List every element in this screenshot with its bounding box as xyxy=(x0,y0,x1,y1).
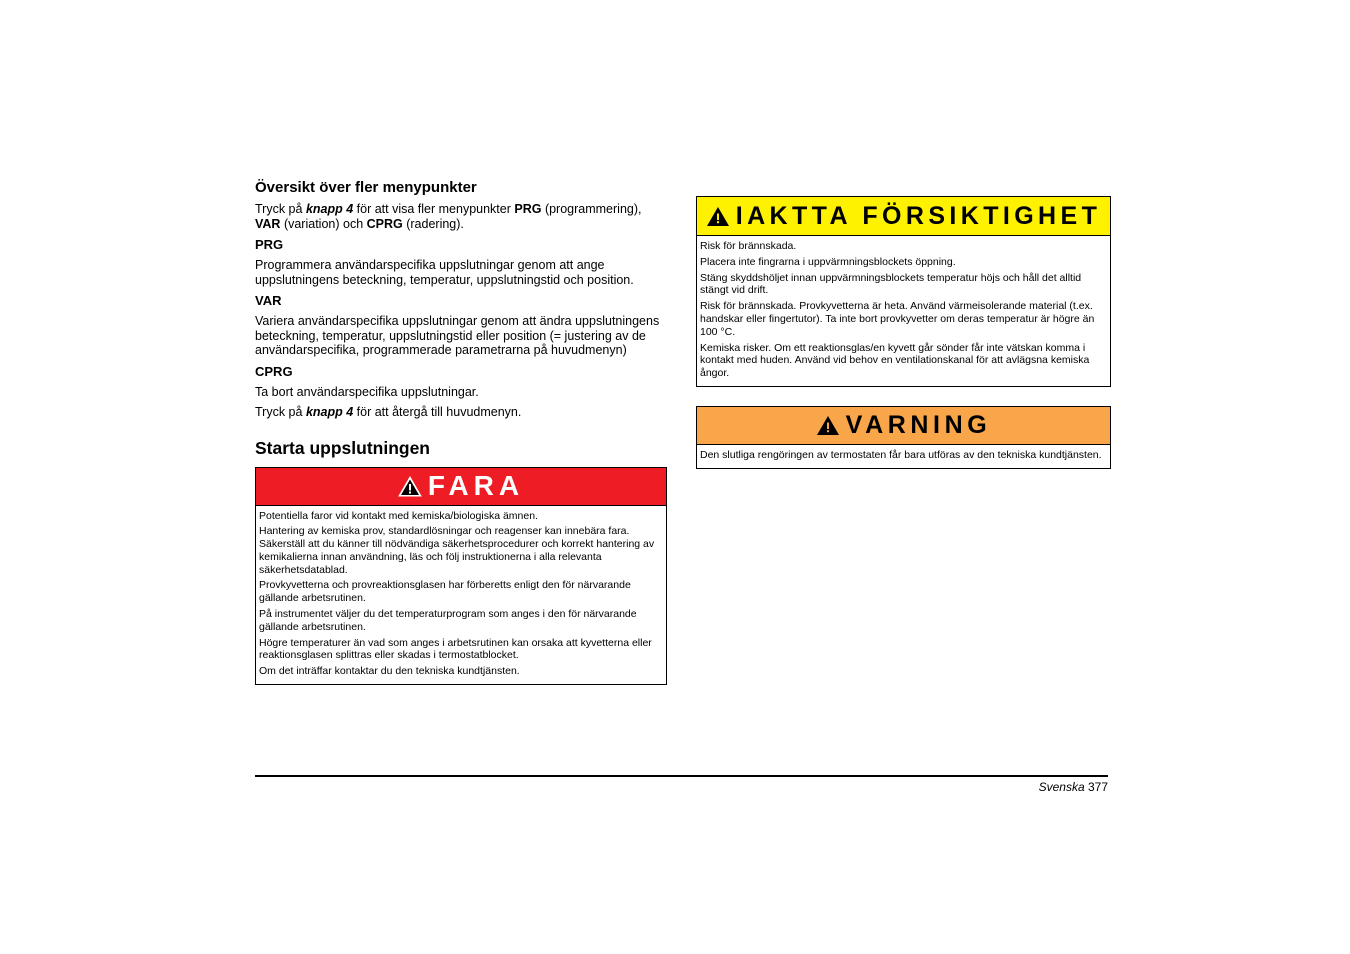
caution-item: Risk för brännskada. Provkyvetterna är heta. Använd värmeisolerande material (t.ex. handskar eller fingertutor). Ta inte bort provkyvetter om deras temperatur är högre än 100 °C. xyxy=(700,300,1095,338)
caution-header xyxy=(697,197,1110,236)
text-fragment: för att visa fler menypunkter xyxy=(353,202,515,216)
danger-header xyxy=(256,468,666,506)
heading-prg: PRG xyxy=(255,237,284,252)
var-description: Variera användarspecifika uppslutningar genom att ändra uppslutningens beteckning, temperatur, uppslutningstid eller position (= justering av de användarspecifika, programmerade parametrarna på huvudmenyn) xyxy=(255,314,660,357)
button-reference: knapp 4 xyxy=(305,202,354,216)
warning-header xyxy=(697,407,1110,445)
warning-title: VARNING xyxy=(845,410,992,439)
text-fragment: (programmering), xyxy=(541,202,642,216)
warning-triangle-icon xyxy=(816,415,840,436)
caution-body xyxy=(697,236,1110,386)
footer-divider xyxy=(255,775,1108,777)
heading-more-menu-items: Översikt över fler menypunkter xyxy=(255,179,477,196)
button-reference: knapp 4 xyxy=(305,405,354,419)
page-footer xyxy=(1039,780,1108,794)
danger-title: FARA xyxy=(427,470,525,501)
text-fragment: Tryck på xyxy=(255,405,306,419)
caution-item: Placera inte fingrarna i uppvärmningsblockets öppning. xyxy=(700,255,956,268)
right-column xyxy=(696,196,1111,469)
paragraph-back xyxy=(255,405,667,420)
term-cprg: CPRG xyxy=(366,216,403,231)
text-fragment: för att återgå till huvudmenyn. xyxy=(353,405,522,419)
heading-var: VAR xyxy=(255,293,282,308)
left-column xyxy=(255,178,667,685)
paragraph-more-menu xyxy=(255,202,667,231)
warning-triangle-icon xyxy=(706,206,730,227)
danger-body xyxy=(256,506,666,685)
warning-triangle-icon xyxy=(398,476,422,497)
caution-item: Risk för brännskada. xyxy=(700,240,797,252)
danger-item: Provkyvetterna och provreaktionsglasen har förberetts enligt den för närvarande gällande arbetsrutinen. xyxy=(259,579,631,605)
text-fragment: (variation) och xyxy=(280,216,367,231)
footer-language: Svenska xyxy=(1038,780,1085,794)
text-fragment: Tryck på xyxy=(255,202,306,216)
term-var: VAR xyxy=(255,216,281,231)
caution-item: Stäng skyddshöljet innan uppvärmningsblockets temperatur höjs och håll det alltid stängt vid drift. xyxy=(700,271,1082,297)
text-fragment: (radering). xyxy=(402,216,464,231)
term-prg: PRG xyxy=(514,202,542,216)
danger-box xyxy=(255,467,667,686)
danger-item: På instrumentet väljer du det temperaturprogram som anges i den för närvarande gällande arbetsrutinen. xyxy=(259,608,637,633)
danger-item: Om det inträffar kontaktar du den tekniska kundtjänsten. xyxy=(259,665,520,678)
warning-box xyxy=(696,406,1111,469)
danger-item: Högre temperaturer än vad som anges i arbetsrutinen kan orsaka att kyvetterna eller reaktionsglasen splittras eller skadas i termostatblocket. xyxy=(259,636,652,662)
caution-title: IAKTTA FÖRSIKTIGHET xyxy=(735,201,1102,230)
warning-item: Den slutliga rengöringen av termostaten får bara utföras av den tekniska kundtjänsten. xyxy=(700,448,1102,461)
danger-item: Hantering av kemiska prov, standardlösningar och reagenser kan innebära fara. Säkerställ att du känner till nödvändiga säkerhetsprocedurer och korrekt hantering av kemikalierna innan användning, läs och följ instruktionerna i alla relevanta säkerhetsdatablad. xyxy=(259,525,655,576)
danger-item: Potentiella faror vid kontakt med kemiska/biologiska ämnen. xyxy=(259,509,538,522)
prg-description: Programmera användarspecifika uppslutningar genom att ange uppslutningens beteckning, temperatur, uppslutningstid och position. xyxy=(255,258,634,287)
warning-body xyxy=(697,445,1110,468)
page-number: 377 xyxy=(1087,780,1108,794)
cprg-description: Ta bort användarspecifika uppslutningar. xyxy=(255,384,479,399)
caution-item: Kemiska risker. Om ett reaktionsglas/en kyvett går sönder får inte vätskan komma i kontakt med huden. Använd vid behov en ventilationskanal för att avlägsna kemiska ångor. xyxy=(700,341,1090,380)
section-heading-start-digestion: Starta uppslutningen xyxy=(255,437,430,458)
heading-cprg: CPRG xyxy=(255,363,293,379)
caution-box xyxy=(696,196,1111,387)
